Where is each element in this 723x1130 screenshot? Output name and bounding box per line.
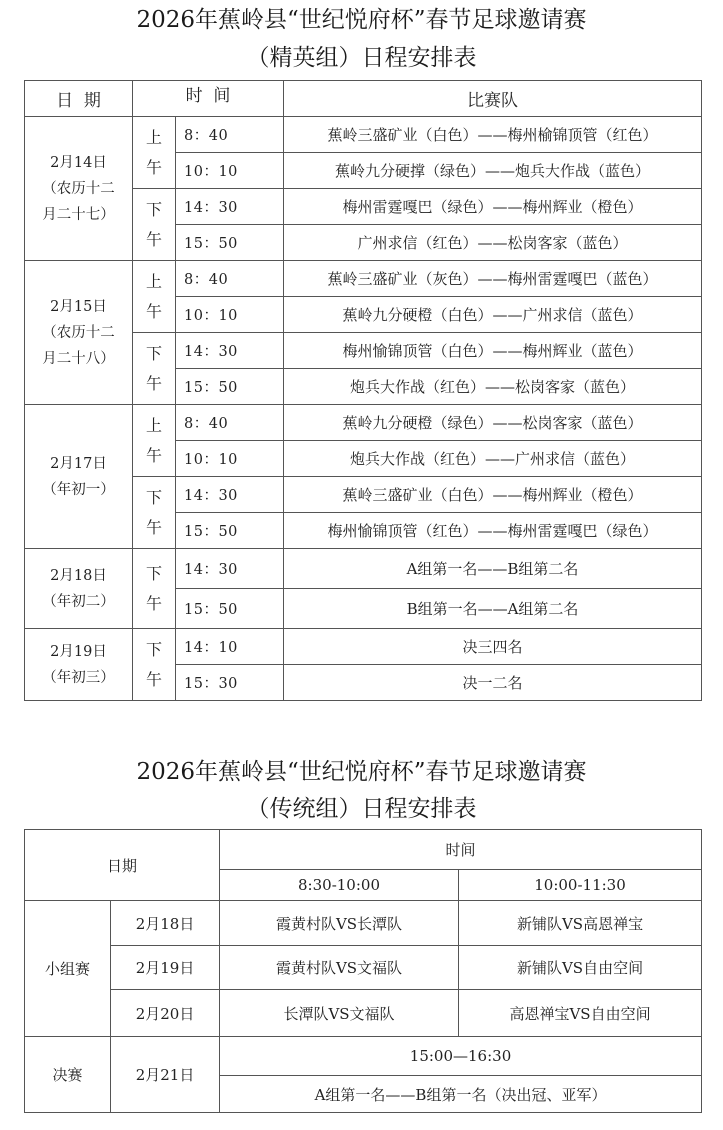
match-cell: B组第一名——A组第二名 — [284, 589, 702, 629]
half-day-cell: 下 午 — [133, 477, 176, 549]
table-row — [25, 1037, 702, 1076]
group-row-date: 2月20日 — [111, 990, 220, 1037]
time-cell: 10：10 — [176, 441, 284, 477]
traditional-header-slot1: 8:30-10:00 — [220, 870, 459, 901]
time-cell: 14：30 — [176, 477, 284, 513]
half-day-cell: 上 午 — [133, 261, 176, 333]
elite-title-line1: 2026年蕉岭县“世纪悦府杯”春节足球邀请赛 — [136, 7, 587, 33]
time-cell: 10：10 — [176, 153, 284, 189]
table-row — [25, 117, 702, 153]
elite-header-date: 日 期 — [25, 81, 133, 117]
match-cell: 蕉岭九分硬橙（白色）——广州求信（蓝色） — [284, 297, 702, 333]
traditional-header-slot2: 10:00-11:30 — [459, 870, 702, 901]
date-cell: 2月18日 （年初二） — [25, 549, 133, 629]
time-cell: 15：50 — [176, 589, 284, 629]
match-cell: 蕉岭三盛矿业（白色）——梅州榆锦顶管（红色） — [284, 117, 702, 153]
final-time: 15:00—16:30 — [220, 1037, 702, 1076]
group-row-slot2: 高恩禅宝VS自由空间 — [459, 990, 702, 1037]
traditional-title-line1: 2026年蕉岭县“世纪悦府杯”春节足球邀请赛 — [136, 759, 587, 785]
table-row — [25, 629, 702, 665]
final-label: 决赛 — [25, 1037, 111, 1113]
group-row-slot1: 霞黄村队VS长潭队 — [220, 901, 459, 946]
group-row-date: 2月19日 — [111, 946, 220, 990]
match-cell: 蕉岭九分硬撑（绿色）——炮兵大作战（蓝色） — [284, 153, 702, 189]
traditional-header-date: 日期 — [25, 830, 220, 901]
time-cell: 8：40 — [176, 117, 284, 153]
match-cell: A组第一名——B组第二名 — [284, 549, 702, 589]
group-row-slot1: 霞黄村队VS文福队 — [220, 946, 459, 990]
date-cell: 2月14日 （农历十二 月二十七） — [25, 117, 133, 261]
traditional-title-line2: （传统组）日程安排表 — [246, 796, 477, 822]
time-cell: 14：10 — [176, 629, 284, 665]
time-cell: 14：30 — [176, 189, 284, 225]
elite-title-line2: （精英组）日程安排表 — [246, 45, 477, 71]
traditional-header-time: 时间 — [220, 830, 702, 870]
match-cell: 广州求信（红色）——松岗客家（蓝色） — [284, 225, 702, 261]
table-row — [25, 946, 702, 990]
group-row-slot1: 长潭队VS文福队 — [220, 990, 459, 1037]
match-cell: 决一二名 — [284, 665, 702, 701]
table-row — [25, 549, 702, 589]
final-match: A组第一名——B组第一名（决出冠、亚军） — [220, 1076, 702, 1113]
time-cell: 15：50 — [176, 225, 284, 261]
group-row-date: 2月18日 — [111, 901, 220, 946]
time-cell: 8：40 — [176, 261, 284, 297]
match-cell: 蕉岭三盛矿业（灰色）——梅州雷霆嘎巴（蓝色） — [284, 261, 702, 297]
match-cell: 蕉岭九分硬橙（绿色）——松岗客家（蓝色） — [284, 405, 702, 441]
match-cell: 梅州愉锦顶管（红色）——梅州雷霆嘎巴（绿色） — [284, 513, 702, 549]
half-day-cell: 下 午 — [133, 333, 176, 405]
time-cell: 14：30 — [176, 333, 284, 369]
traditional-schedule-table — [24, 829, 702, 1113]
elite-schedule-table — [24, 80, 702, 701]
match-cell: 炮兵大作战（红色）——松岗客家（蓝色） — [284, 369, 702, 405]
elite-header-time: 时 间 — [133, 81, 284, 117]
half-day-cell: 上 午 — [133, 117, 176, 189]
time-cell: 8：40 — [176, 405, 284, 441]
table-row — [25, 405, 702, 441]
half-day-cell: 上 午 — [133, 405, 176, 477]
match-cell: 梅州愉锦顶管（白色）——梅州辉业（蓝色） — [284, 333, 702, 369]
date-cell: 2月15日 （农历十二 月二十八） — [25, 261, 133, 405]
group-row-slot2: 新铺队VS自由空间 — [459, 946, 702, 990]
time-cell: 15：50 — [176, 369, 284, 405]
time-cell: 10：10 — [176, 297, 284, 333]
time-cell: 15：50 — [176, 513, 284, 549]
half-day-cell: 下 午 — [133, 549, 176, 629]
match-cell: 蕉岭三盛矿业（白色）——梅州辉业（橙色） — [284, 477, 702, 513]
match-cell: 决三四名 — [284, 629, 702, 665]
group-row-slot2: 新铺队VS高恩禅宝 — [459, 901, 702, 946]
time-cell: 15：30 — [176, 665, 284, 701]
half-day-cell: 下 午 — [133, 629, 176, 701]
table-row — [25, 261, 702, 297]
match-cell: 梅州雷霆嘎巴（绿色）——梅州辉业（橙色） — [284, 189, 702, 225]
final-date: 2月21日 — [111, 1037, 220, 1113]
date-cell: 2月19日 （年初三） — [25, 629, 133, 701]
table-row — [25, 990, 702, 1037]
time-cell: 14：30 — [176, 549, 284, 589]
date-cell: 2月17日 （年初一） — [25, 405, 133, 549]
group-stage-label: 小组赛 — [25, 901, 111, 1037]
match-cell: 炮兵大作战（红色）——广州求信（蓝色） — [284, 441, 702, 477]
elite-header-teams: 比赛队 — [284, 81, 702, 117]
table-row — [25, 901, 702, 946]
half-day-cell: 下 午 — [133, 189, 176, 261]
